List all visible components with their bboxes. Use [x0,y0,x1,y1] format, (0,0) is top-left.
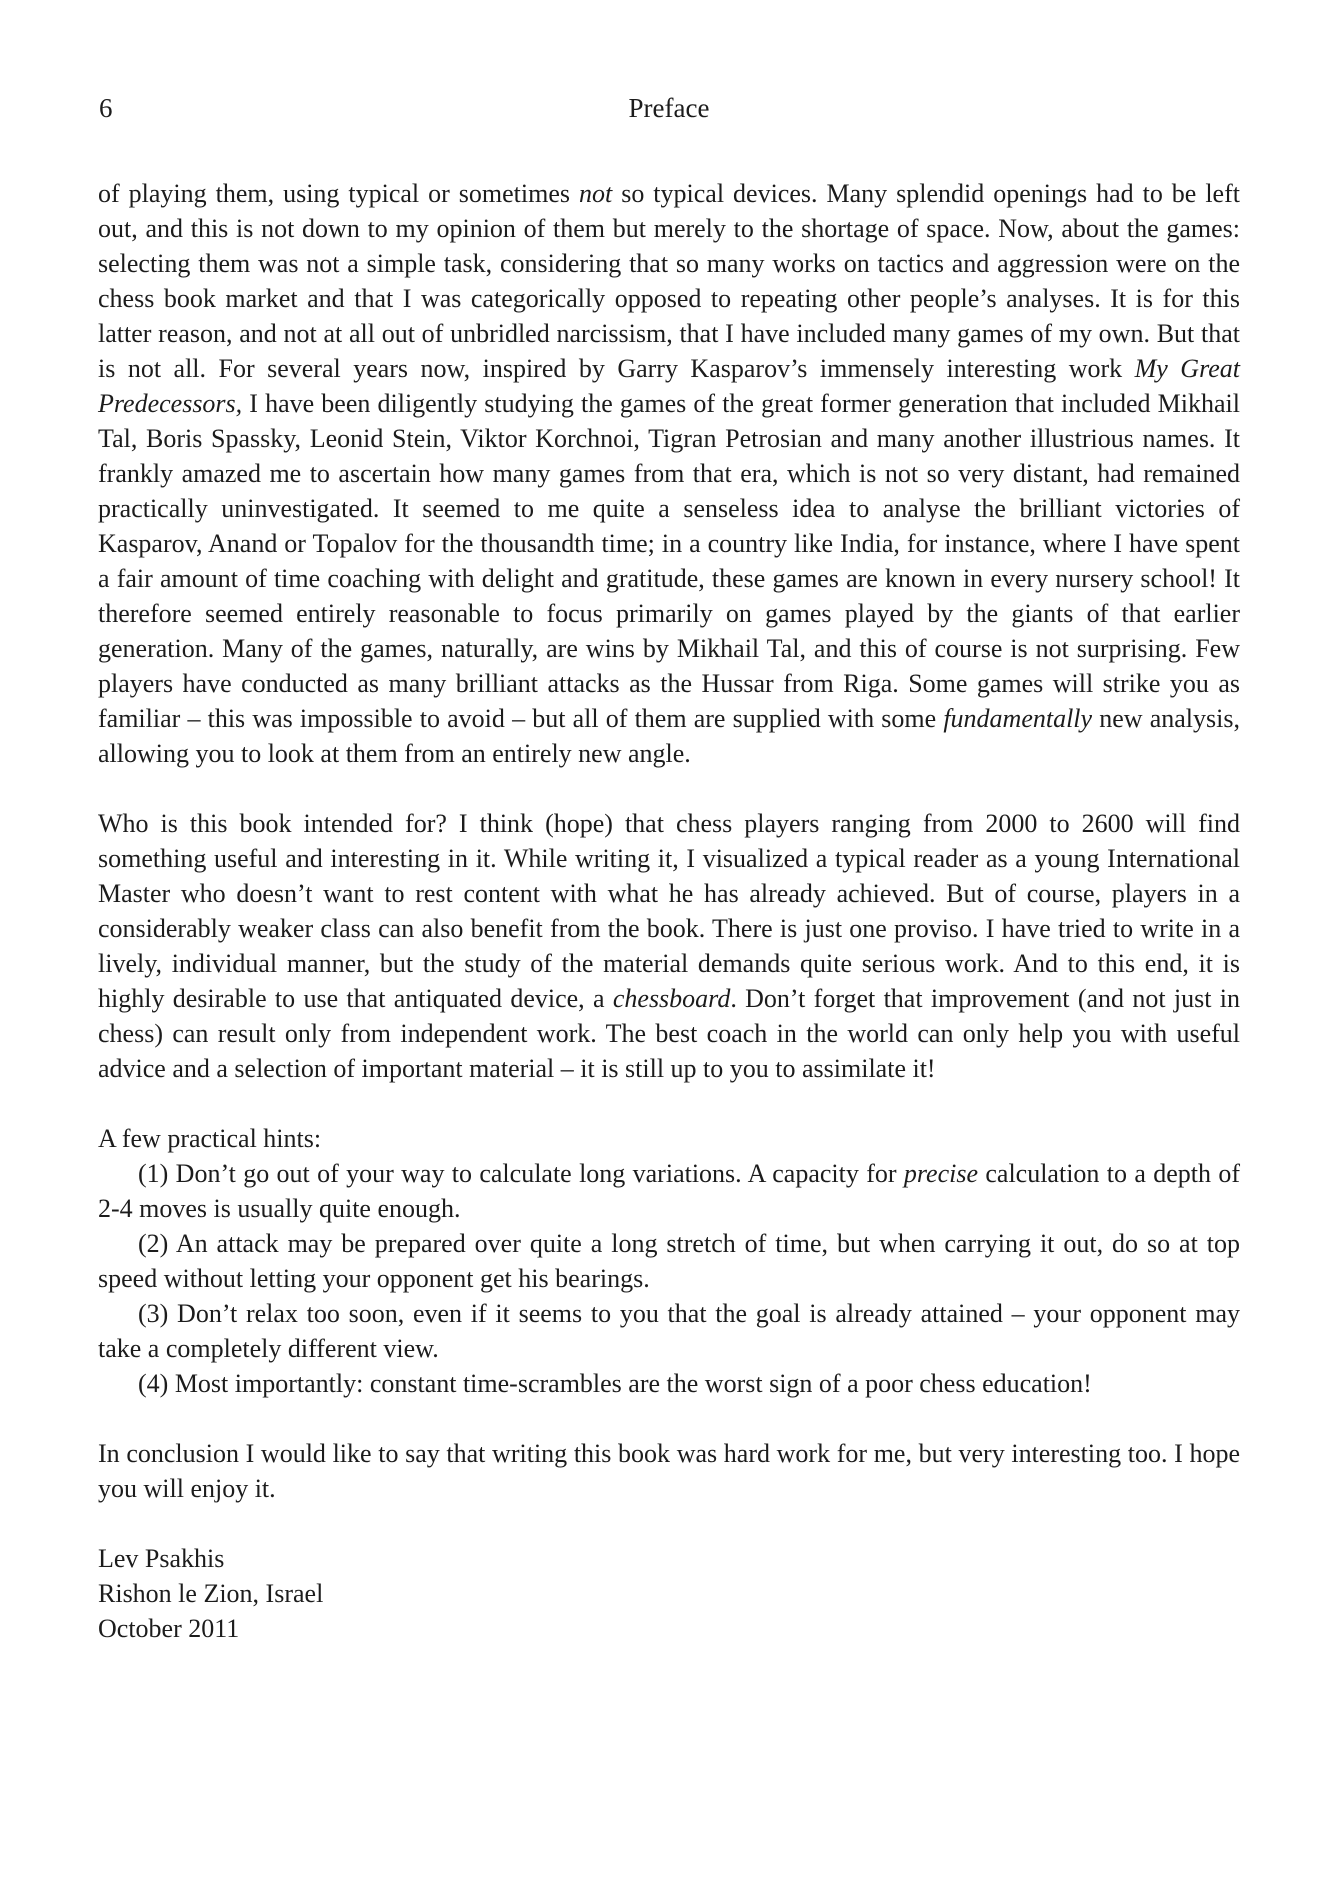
paragraph-openings-and-games [98,176,1240,771]
text-run: so typical devices. Many splendid openings had to be left out, and this is not down to my opinion of them but merely to the shortage of space. Now, about the games: selecting them was not a simple task, considering that so many works on tactics and aggression were on the chess book market and that I was categorically opposed to repeating other people’s analyses. It is for this latter reason, and not at all out of unbridled narcissism, that I have included many games of my own. But that is not all. For several years now, inspired by Garry Kasparov’s immensely interesting work [98,179,1240,383]
hint-2 [98,1226,1240,1296]
hint-3 [98,1296,1240,1366]
italic-text-run: chessboard [612,984,731,1013]
text-run: In conclusion I would like to say that writing this book was hard work for me, but very interesting too. I hope you will enjoy it. [98,1439,1240,1503]
text-run: Lev Psakhis [98,1544,225,1573]
text-run: I have been diligently studying the games of the great former generation that included Mikhail Tal, Boris Spassky, Leonid Stein, Viktor Korchnoi, Tigran Petrosian and many another illustrious names. It frankly amazed me to ascertain how many games from that era, which is not so very distant, had remained practically uninvestigated. It seemed to me quite a senseless idea to analyse the brilliant victories of Kasparov, Anand or Topalov for the thousandth time; in a country like India, for instance, where I have spent a fair amount of time coaching with delight and gratitude, these games are known in every nursery school! It therefore seemed entirely reasonable to focus primarily on games played by the giants of that earlier generation. Many of the games, naturally, are wins by Mikhail Tal, and this of course is not surprising. Few players have conducted as many brilliant attacks as the Hussar from Riga. Some games will strike you as familiar – this was impossible to avoid – but all of them are supplied with some [98,389,1240,733]
signature-place [98,1576,1240,1611]
signature-date [98,1611,1240,1646]
paragraph-conclusion [98,1436,1240,1506]
text-run: (1) Don’t go out of your way to calculate long variations. A capacity for [138,1159,904,1188]
text-run: October 2011 [98,1614,240,1643]
italic-text-run: My Great Predecessors, [98,354,1240,418]
text-run: Rishon le Zion, Israel [98,1579,324,1608]
text-run: . Don’t forget that improvement (and not just in chess) can result only from independent work. The best coach in the world can only help you with useful advice and a selection of important material – it is still up to you to assimilate it! [98,984,1240,1083]
text-run: (2) An attack may be prepared over quite a long stretch of time, but when carrying it out, do so at top speed without letting your opponent get his bearings. [98,1229,1240,1293]
hint-4 [98,1366,1240,1401]
text-run: calculation to a depth of 2-4 moves is usually quite enough. [98,1159,1240,1223]
text-run: Who is this book intended for? I think (hope) that chess players ranging from 2000 to 2600 will find something useful and interesting in it. While writing it, I visualized a typical reader as a young International Master who doesn’t want to rest content with what he has already achieved. But of course, players in a considerably weaker class can also benefit from the book. There is just one proviso. I have tried to write in a lively, individual manner, but the study of the material demands quite serious work. And to this end, it is highly desirable to use that antiquated device, a [98,809,1240,1013]
text-run: of playing them, using typical or sometimes [98,179,579,208]
text-run: (3) Don’t relax too soon, even if it seems to you that the goal is already attained – your opponent may take a completely different view. [98,1299,1240,1363]
text-run: new analysis, allowing you to look at them from an entirely new angle. [98,704,1240,768]
page-title: Preface [628,93,710,123]
page-body [98,176,1240,1646]
hints-label [98,1121,1240,1156]
text-run: A few practical hints: [98,1124,322,1153]
italic-text-run: precise [903,1159,979,1188]
italic-text-run: fundamentally [943,704,1093,733]
italic-text-run: not [578,179,613,208]
text-run: (4) Most importantly: constant time-scrambles are the worst sign of a poor chess education! [138,1369,1092,1398]
paragraph-intended-audience [98,806,1240,1086]
signature-name [98,1541,1240,1576]
hint-1 [98,1156,1240,1226]
page-number: 6 [99,93,113,123]
